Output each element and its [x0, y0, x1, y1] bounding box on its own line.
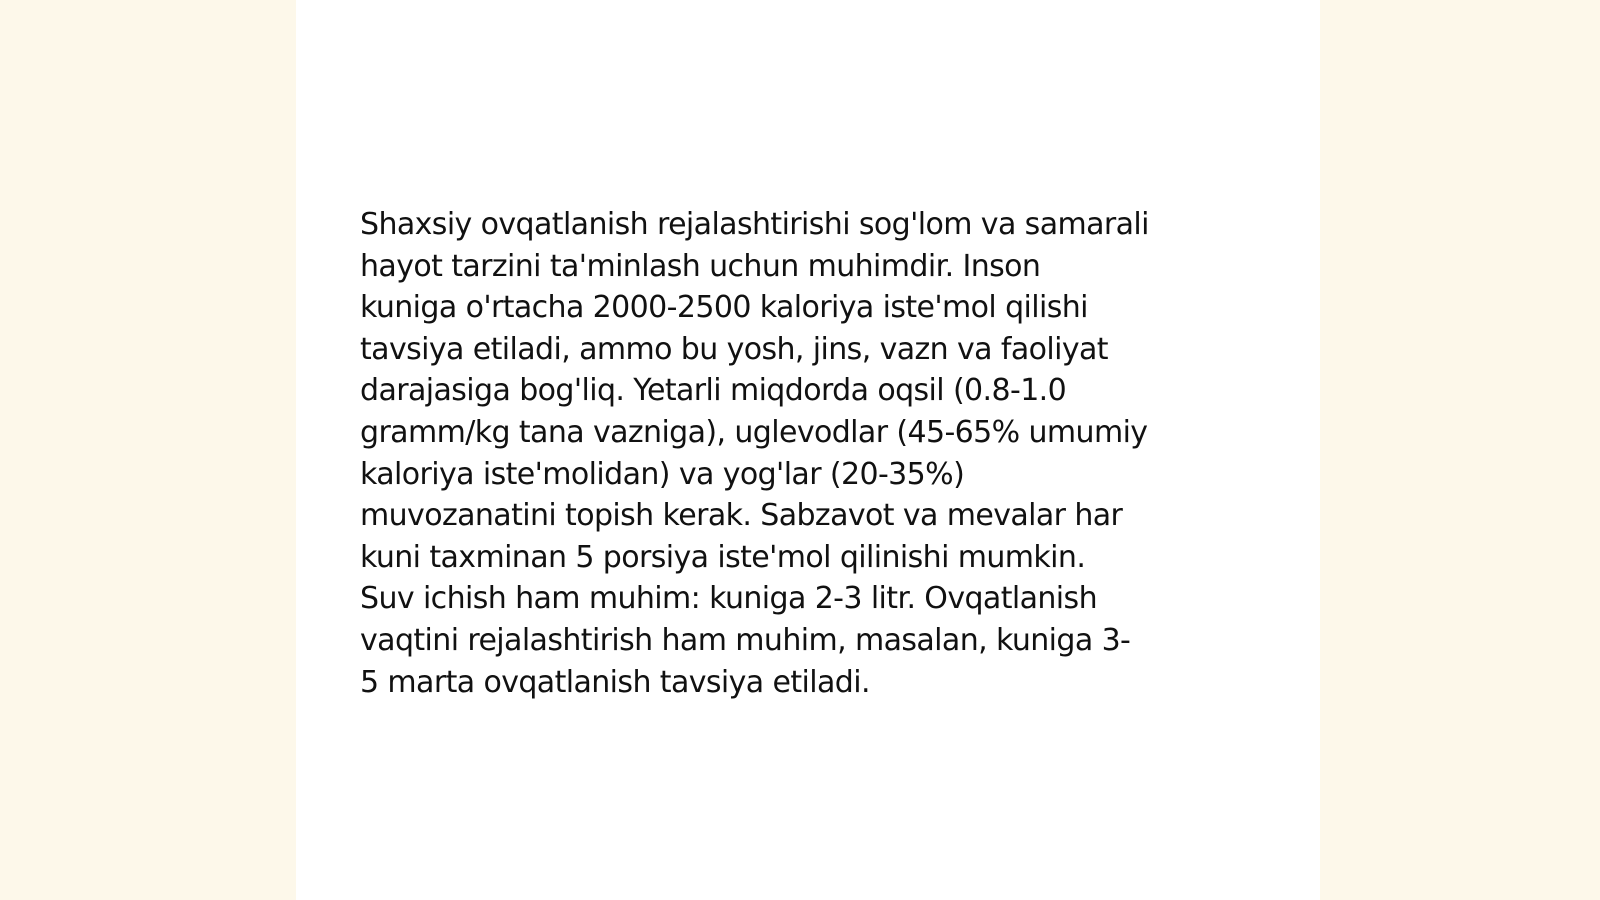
paragraph-line: vaqtini rejalashtirish ham muhim, masalan, kuniga 3-	[360, 622, 1131, 658]
paragraph-line: kaloriya iste'molidan) va yog'lar (20-35%)	[360, 456, 965, 492]
body-paragraph	[360, 204, 1260, 703]
paragraph-line: Suv ichish ham muhim: kuniga 2-3 litr. Ovqatlanish	[360, 581, 1097, 617]
paragraph-line: kuni taxminan 5 porsiya iste'mol qilinishi mumkin.	[360, 539, 1086, 575]
paragraph-line: darajasiga bog'liq. Yetarli miqdorda oqsil (0.8-1.0	[360, 373, 1067, 409]
paragraph-line: tavsiya etiladi, ammo bu yosh, jins, vazn va faoliyat	[360, 331, 1108, 367]
document-page	[296, 0, 1320, 900]
paragraph-line: hayot tarzini ta'minlash uchun muhimdir. Inson	[360, 248, 1041, 284]
paragraph-line: Shaxsiy ovqatlanish rejalashtirishi sog'lom va samarali	[360, 207, 1149, 242]
paragraph-line: gramm/kg tana vazniga), uglevodlar (45-65% umumiy	[360, 414, 1148, 450]
paragraph-line: muvozanatini topish kerak. Sabzavot va mevalar har	[360, 498, 1123, 534]
paragraph-line: 5 marta ovqatlanish tavsiya etiladi.	[360, 664, 870, 700]
paragraph-line: kuniga o'rtacha 2000-2500 kaloriya iste'mol qilishi	[360, 290, 1088, 326]
